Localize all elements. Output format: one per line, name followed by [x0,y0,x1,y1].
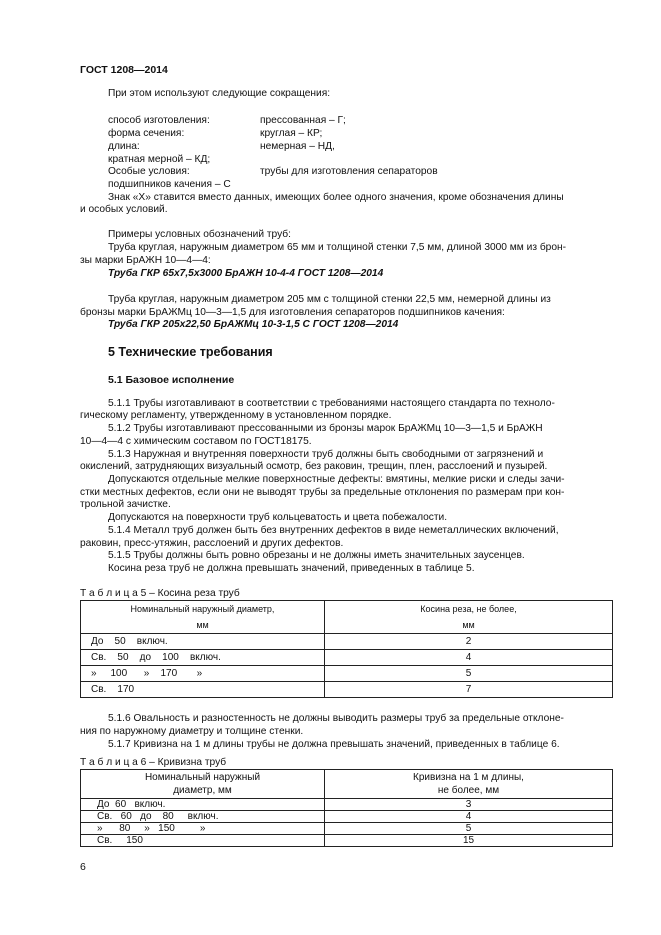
example-text: зы марки БрАЖН 10—4—4: [80,255,211,266]
table-row [81,811,613,823]
paragraph-line: ния по наружному диаметру и толщине стенки. [80,726,304,737]
abbrev-value: круглая – КР; [260,128,323,139]
paragraph-line: 5.1.2 Трубы изготавливают прессованными из бронзы марок БрАЖМц 10—3—1,5 и БрАЖН [108,423,543,434]
table-5 [80,600,613,698]
paragraph-line: 5.1.6 Овальность и разностенность не должны выводить размеры труб за предельные отклоне- [108,713,564,724]
page-number: 6 [80,861,86,873]
value-cell: 5 [325,666,613,682]
value-cell: 2 [325,634,613,650]
abbrev-note: и особых условий. [80,204,168,215]
paragraph-line: 5.1.4 Металл труб должен быть без внутренних дефектов в виде неметаллических включений, [108,525,559,536]
abbrev-label: способ изготовления: [108,115,210,126]
value-cell: 5 [325,823,613,835]
table-6 [80,769,613,847]
range-cell: Св. 150 [81,835,325,847]
value-cell: 7 [325,682,613,698]
table-header-cell [325,601,613,634]
header-line: мм [196,620,209,630]
example-text: Труба круглая, наружным диаметром 65 мм и толщиной стенки 7,5 мм, длиной 3000 мм из брон- [108,242,567,253]
abbrev-label: форма сечения: [108,128,185,139]
example-designation: Труба ГКР 205х22,50 БрАЖМц 10-3-1,5 С ГОСТ 1208—2014 [108,319,399,330]
value-cell: 3 [325,799,613,811]
table-row [81,823,613,835]
paragraph-line: 10—4—4 с химическим составом по ГОСТ18175. [80,436,312,447]
table-header-cell [81,770,325,799]
header-line: Номинальный наружный [144,772,261,783]
table-row [81,682,613,698]
range-cell: Св. 60 до 80 включ. [81,811,325,823]
paragraph-line: стки местных дефектов, если они не выводят трубы за предельные отклонения по размерам при кон- [80,487,565,498]
abbrev-label: подшипников качения – С [108,179,231,190]
value-cell: 4 [325,650,613,666]
value-cell: 15 [325,835,613,847]
paragraph-line: раковин, пресс-утяжин, расслоений и других дефектов. [80,538,344,549]
paragraph-line: трольной зачистке. [80,499,171,510]
table-row [81,799,613,811]
value-cell: 4 [325,811,613,823]
abbrev-label: Особые условия: [108,166,190,177]
example-text: бронзы марки БрАЖМц 10—3—1,5 для изготовления сепараторов подшипников качения: [80,307,505,318]
abbrev-label: длина: [108,141,140,152]
range-cell: Св. 50 до 100 включ. [81,650,325,666]
abbrev-label: кратная мерной – КД; [108,154,211,165]
range-cell: » 80 » 150 » [81,823,325,835]
range-cell: До 50 включ. [81,634,325,650]
range-cell: До 60 включ. [81,799,325,811]
paragraph-line: гическому регламенту, утвержденному в установленном порядке. [80,410,392,421]
examples-intro: Примеры условных обозначений труб: [108,229,291,240]
table-row [81,634,613,650]
header-line: мм [462,620,475,630]
document-header: ГОСТ 1208—2014 [80,64,168,76]
section-title: 5 Технические требования [108,345,273,359]
table-row [81,666,613,682]
example-text: Труба круглая, наружным диаметром 205 мм с толщиной стенки 22,5 мм, немерной длины из [108,294,551,305]
paragraph-line: 5.1.5 Трубы должны быть ровно обрезаны и не должны иметь значительных заусенцев. [108,550,525,561]
table-caption: Т а б л и ц а 6 – Кривизна труб [80,757,227,768]
table-row [81,835,613,847]
header-line: диаметр, мм [173,785,232,796]
paragraph-line: 5.1.1 Трубы изготавливают в соответствии с требованиями настоящего стандарта по техноло- [108,398,555,409]
header-line: Номинальный наружный диаметр, [130,604,275,614]
paragraph-line: окислений, затрудняющих визуальный осмотр, без раковин, трещин, плен, расслоений и пузырей. [80,461,548,472]
abbrev-intro: При этом используют следующие сокращения: [108,88,331,99]
range-cell: Св. 170 [81,682,325,698]
table-caption: Т а б л и ц а 5 – Косина реза труб [80,588,240,599]
abbrev-value: прессованная – Г; [260,115,346,126]
paragraph-line: Косина реза труб не должна превышать значений, приведенных в таблице 5. [108,563,475,574]
subsection-title: 5.1 Базовое исполнение [108,374,235,386]
abbrev-note: Знак «Х» ставится вместо данных, имеющих более одного значения, кроме обозначения длины [108,192,564,203]
table-header-cell [81,601,325,634]
header-line: Косина реза, не более, [420,604,517,614]
paragraph-line: 5.1.3 Наружная и внутренняя поверхности труб должны быть свободными от загрязнений и [108,449,544,460]
paragraph-line: Допускаются на поверхности труб кольцеватость и цвета побежалости. [108,512,448,523]
abbrev-value: немерная – НД, [260,141,335,152]
range-cell: » 100 » 170 » [81,666,325,682]
example-designation: Труба ГКР 65х7,5х3000 БрАЖН 10-4-4 ГОСТ 1208—2014 [108,268,384,279]
table-header-cell [325,770,613,799]
paragraph-line: Допускаются отдельные мелкие поверхностные дефекты: вмятины, мелкие риски и следы зачи- [108,474,565,485]
header-line: Кривизна на 1 м длины, [413,772,524,783]
table-row [81,650,613,666]
paragraph-line: 5.1.7 Кривизна на 1 м длины трубы не должна превышать значений, приведенных в таблице 6. [108,739,560,750]
abbrev-value: трубы для изготовления сепараторов [260,166,438,177]
header-line: не более, мм [437,785,500,796]
